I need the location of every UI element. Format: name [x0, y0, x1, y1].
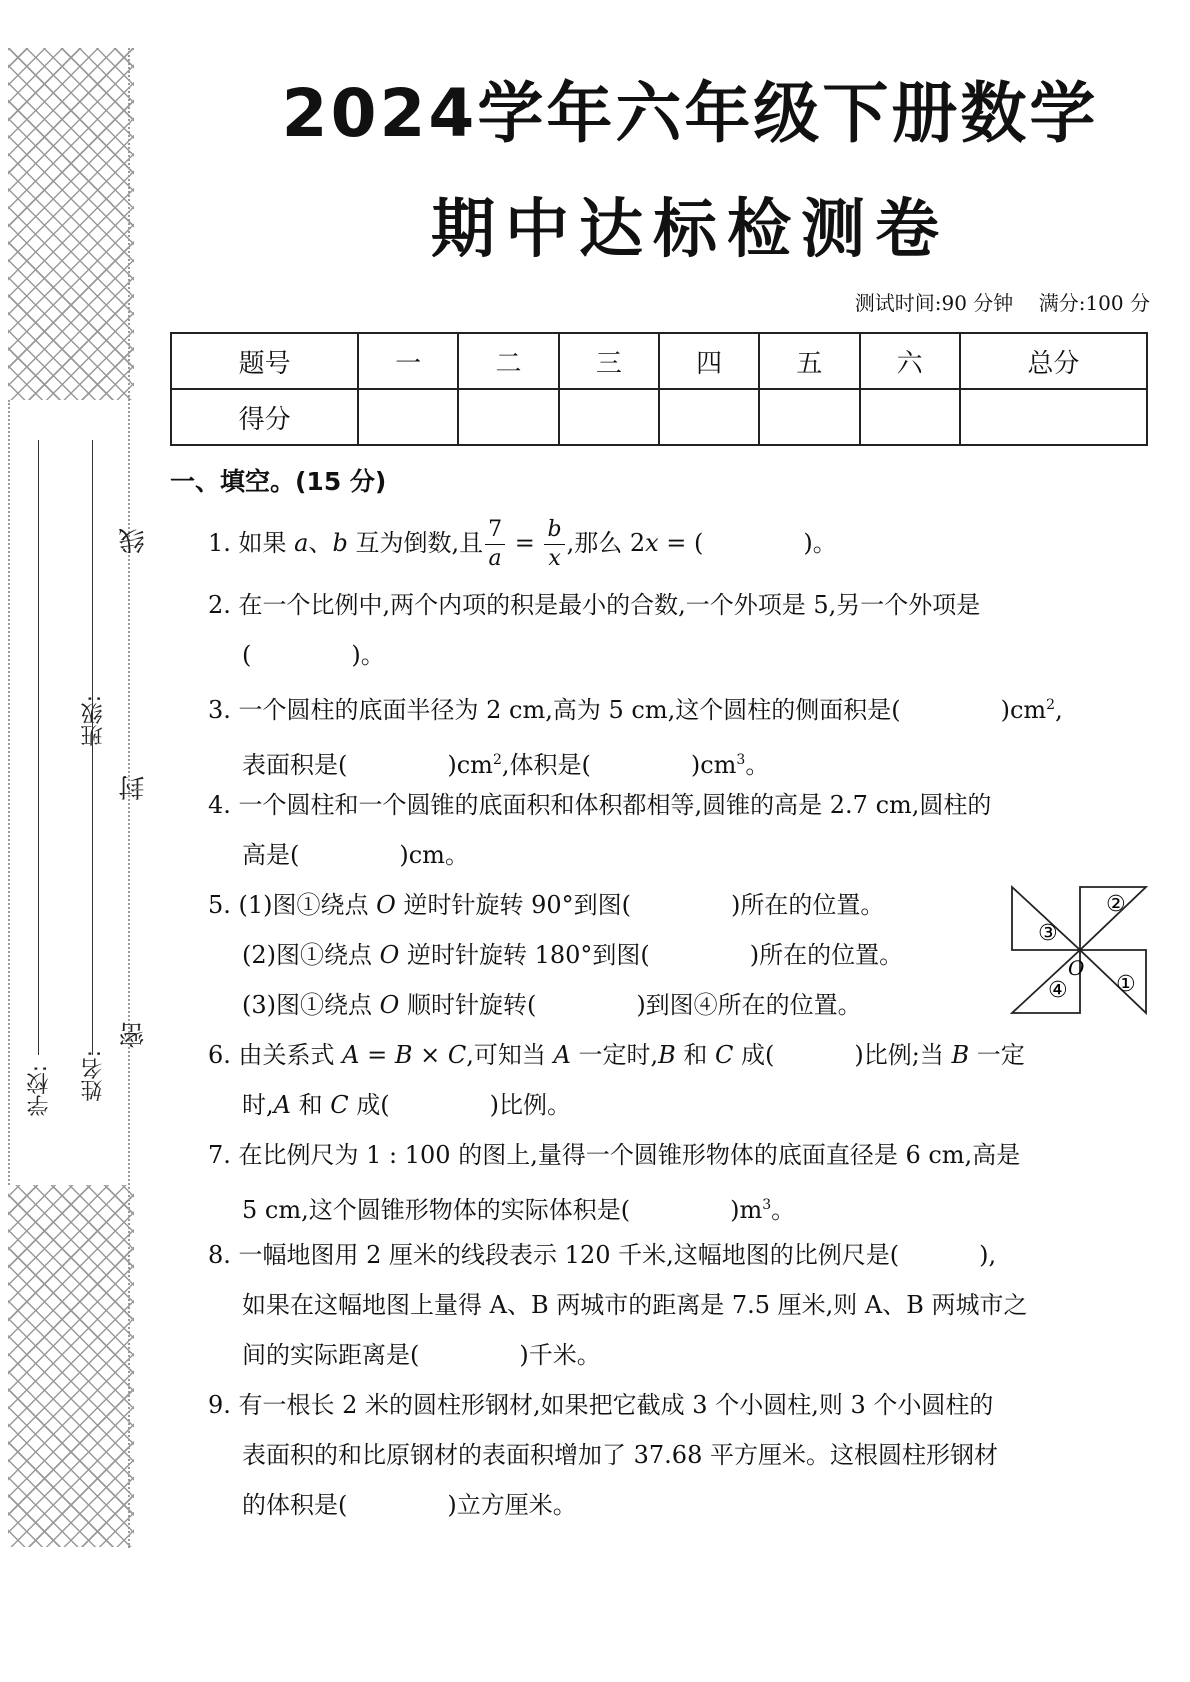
q6-text: 一定时, [570, 1041, 659, 1069]
score-header-cell: 题号 [171, 333, 358, 389]
q9-line2: 表面积的和比原钢材的表面积增加了 37.68 平方厘米。这根圆柱形钢材 [242, 1441, 998, 1469]
fraction-b-over-x [544, 519, 564, 570]
q6-text: )比例。 [489, 1091, 571, 1119]
q7-text: )m [730, 1196, 763, 1224]
q3-text: , [1055, 696, 1063, 724]
triangle-1 [1080, 950, 1146, 1013]
seal-char-seal: 封 [119, 775, 149, 801]
question-9 [208, 1380, 1148, 1530]
q5-text: 逆时针旋转 90°到图( [395, 891, 632, 919]
binding-pattern-top [8, 48, 134, 400]
pinwheel-figure [1010, 885, 1150, 1015]
q1-text: ,那么 2 [566, 529, 646, 557]
q2-text: )。 [351, 641, 385, 669]
q7-text: 5 cm,这个圆锥形物体的实际体积是( [242, 1196, 631, 1224]
score-cell[interactable] [358, 389, 458, 445]
q6-var: B [394, 1041, 413, 1069]
score-header-cell: 六 [860, 333, 960, 389]
q6-text: )比例;当 [854, 1041, 952, 1069]
score-header-cell: 三 [559, 333, 659, 389]
q5-text: 5. (1)图①绕点 [208, 891, 377, 919]
q2-text: ( [242, 641, 252, 669]
score-cell[interactable] [659, 389, 759, 445]
q3-text: 。 [745, 751, 770, 779]
q6-var: A [273, 1091, 291, 1119]
q6-var: B [951, 1041, 970, 1069]
score-header-cell: 一 [358, 333, 458, 389]
q1-var-b: b [332, 529, 348, 557]
q3-text: ,体积是( [501, 751, 591, 779]
question-8 [208, 1230, 1148, 1380]
exam-title-line1: 2024学年六年级下册数学 [281, 75, 1099, 152]
q6-text: = [359, 1041, 395, 1069]
q6-text: 一定 [969, 1041, 1025, 1069]
name-label: 姓名: [81, 1050, 106, 1102]
score-cell[interactable] [759, 389, 859, 445]
score-cell[interactable] [960, 389, 1147, 445]
q8-text: 8. 一幅地图用 2 厘米的线段表示 120 千米,这幅地图的比例尺是( [208, 1241, 900, 1269]
q3-text: 3. 一个圆柱的底面半径为 2 cm,高为 5 cm,这个圆柱的侧面积是( [208, 696, 901, 724]
score-header-cell: 四 [659, 333, 759, 389]
q5-text: (2)图①绕点 [242, 941, 380, 969]
question-5 [208, 880, 988, 1030]
q6-var: C [715, 1041, 734, 1069]
q6-text: 成( [348, 1091, 390, 1119]
q4-line1: 4. 一个圆柱和一个圆锥的底面积和体积都相等,圆锥的高是 2.7 cm,圆柱的 [208, 791, 992, 819]
q6-text: 6. 由关系式 [208, 1041, 343, 1069]
q1-text: 1. 如果 [208, 529, 295, 557]
figure-label-4: ④ [1048, 978, 1068, 1003]
q6-text: 时, [242, 1091, 274, 1119]
q5-text: )所在的位置。 [731, 891, 885, 919]
q1-text: )。 [803, 529, 837, 557]
q6-text: ,可知当 [466, 1041, 554, 1069]
fraction-numerator: b [544, 519, 564, 545]
q3-exponent: 3 [736, 752, 746, 768]
q1-var-x: x [645, 529, 659, 557]
q5-text: 逆时针旋转 180°到图( [399, 941, 650, 969]
q6-text: 和 [290, 1091, 331, 1119]
q8-text: 间的实际距离是( [242, 1341, 420, 1369]
q7-line1: 7. 在比例尺为 1 : 100 的图上,量得一个圆锥形物体的底面直径是 6 cm,高是 [208, 1141, 1021, 1169]
q9-text: 的体积是( [242, 1491, 348, 1519]
q8-text: ), [979, 1241, 997, 1269]
score-cell[interactable] [458, 389, 558, 445]
q4-text: )cm。 [399, 841, 469, 869]
q3-text: )cm [690, 751, 737, 779]
q3-text: 表面积是( [242, 751, 348, 779]
q5-text: )所在的位置。 [749, 941, 904, 969]
q9-text: )立方厘米。 [447, 1491, 577, 1519]
q6-var: C [447, 1041, 467, 1069]
q6-var: B [658, 1041, 676, 1069]
question-6 [208, 1030, 1148, 1130]
student-name-line [92, 440, 93, 1055]
figure-label-2: ② [1106, 892, 1126, 917]
fraction-numerator: 7 [485, 519, 505, 545]
seal-char-line: 线 [119, 528, 149, 554]
q4-text: 高是( [242, 841, 300, 869]
score-header-cell: 二 [458, 333, 558, 389]
q6-var: C [330, 1091, 349, 1119]
q6-text: 成( [733, 1041, 775, 1069]
score-cell[interactable] [860, 389, 960, 445]
q6-text: × [412, 1041, 448, 1069]
exam-title-line2: 期中达标检测卷 [431, 193, 949, 267]
score-header-cell: 五 [759, 333, 859, 389]
q1-text: 互为倒数,且 [347, 529, 484, 557]
q5-text: )到图④所在的位置。 [636, 991, 862, 1019]
q9-line1: 9. 有一根长 2 米的圆柱形钢材,如果把它截成 3 个小圆柱,则 3 个小圆柱的 [208, 1391, 994, 1419]
q1-var-a: a [294, 529, 309, 557]
score-header-cell: 总分 [960, 333, 1147, 389]
fraction-denominator: a [488, 546, 502, 571]
point-o: O [379, 941, 400, 969]
q1-text: = ( [658, 529, 704, 557]
question-4 [208, 780, 1148, 880]
score-table-header-row [171, 333, 1147, 389]
score-table [170, 332, 1148, 446]
school-name-line [38, 440, 39, 1055]
q5-text: 顺时针旋转( [399, 991, 537, 1019]
exam-meta: 测试时间:90 分钟 满分:100 分 [854, 291, 1150, 315]
point-o: O [379, 991, 400, 1019]
question-3 [208, 680, 1148, 790]
question-7 [208, 1130, 1148, 1235]
q3-exponent: 2 [492, 752, 502, 768]
q7-exponent: 3 [762, 1197, 772, 1213]
q6-text: 和 [675, 1041, 716, 1069]
q5-text: (3)图①绕点 [242, 991, 380, 1019]
q8-text: )千米。 [519, 1341, 601, 1369]
q3-exponent: 2 [1046, 697, 1056, 713]
q2-line1: 2. 在一个比例中,两个内项的积是最小的合数,一个外项是 5,另一个外项是 [208, 591, 981, 619]
class-label: 班级: [81, 695, 106, 747]
score-row-label: 得分 [171, 389, 358, 445]
section-heading-fill-blank: 一、填空。(15 分) [170, 467, 387, 496]
q1-sep: 、 [308, 529, 333, 557]
q6-var: A [553, 1041, 571, 1069]
fraction-7-over-a [485, 519, 505, 570]
figure-label-3: ③ [1038, 921, 1058, 946]
figure-center-o: O [1068, 956, 1085, 980]
q3-text: )cm [447, 751, 493, 779]
fraction-denominator: x [548, 546, 561, 571]
question-1 [208, 518, 1148, 570]
q1-equals: = [507, 529, 543, 557]
binding-pattern-bottom [8, 1185, 134, 1547]
score-table-score-row [171, 389, 1147, 445]
binding-dotted-line-left [8, 400, 10, 1185]
q3-text: )cm [1000, 696, 1047, 724]
seal-char-secret: 密 [119, 1022, 149, 1048]
question-2 [208, 580, 1148, 680]
score-cell[interactable] [559, 389, 659, 445]
point-o: O [376, 891, 396, 919]
figure-label-1: ① [1116, 972, 1136, 997]
school-label: 学校: [27, 1065, 52, 1117]
q6-var: A [342, 1041, 360, 1069]
q7-text: 。 [771, 1196, 796, 1224]
q8-line2: 如果在这幅地图上量得 A、B 两城市的距离是 7.5 厘米,则 A、B 两城市之 [242, 1291, 1028, 1319]
